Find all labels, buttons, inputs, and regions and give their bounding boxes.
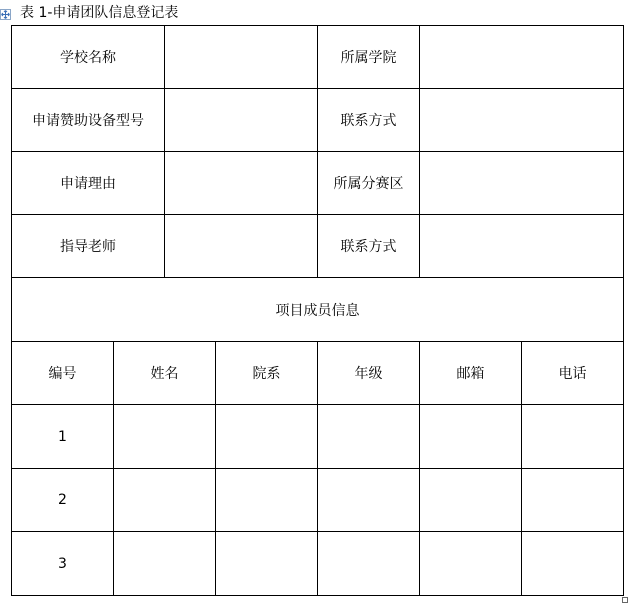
advisor-label: 指导老师 [12, 215, 165, 278]
division-label: 所属分赛区 [318, 152, 420, 215]
school-name-label: 学校名称 [12, 26, 165, 89]
member-name-cell[interactable] [114, 405, 216, 469]
header-number: 编号 [12, 342, 114, 405]
member-phone-cell[interactable] [522, 469, 624, 532]
member-email-cell[interactable] [420, 469, 522, 532]
member-grade-cell[interactable] [318, 469, 420, 532]
member-number: 3 [12, 532, 114, 596]
division-value[interactable] [420, 152, 624, 215]
member-email-cell[interactable] [420, 532, 522, 596]
table-row [12, 405, 624, 469]
device-model-value[interactable] [165, 89, 318, 152]
advisor-value[interactable] [165, 215, 318, 278]
member-number: 1 [12, 405, 114, 469]
table-row [12, 469, 624, 532]
member-name-cell[interactable] [114, 469, 216, 532]
table-row [12, 26, 624, 89]
table-move-handle-icon[interactable] [0, 9, 11, 20]
member-department-cell[interactable] [216, 469, 318, 532]
header-name: 姓名 [114, 342, 216, 405]
members-header-row [12, 342, 624, 405]
table-caption: 表 1-申请团队信息登记表 [20, 5, 179, 21]
header-department: 院系 [216, 342, 318, 405]
contact-value[interactable] [420, 89, 624, 152]
registration-table [11, 25, 624, 596]
table-row [12, 89, 624, 152]
table-row [12, 532, 624, 596]
advisor-contact-value[interactable] [420, 215, 624, 278]
advisor-contact-label: 联系方式 [318, 215, 420, 278]
member-grade-cell[interactable] [318, 405, 420, 469]
table-row [12, 152, 624, 215]
college-label: 所属学院 [318, 26, 420, 89]
member-email-cell[interactable] [420, 405, 522, 469]
member-department-cell[interactable] [216, 405, 318, 469]
table-row [12, 215, 624, 278]
header-grade: 年级 [318, 342, 420, 405]
contact-label: 联系方式 [318, 89, 420, 152]
member-grade-cell[interactable] [318, 532, 420, 596]
college-value[interactable] [420, 26, 624, 89]
table-resize-handle-icon[interactable] [622, 597, 628, 603]
header-email: 邮箱 [420, 342, 522, 405]
member-department-cell[interactable] [216, 532, 318, 596]
reason-value[interactable] [165, 152, 318, 215]
device-model-label: 申请赞助设备型号 [12, 89, 165, 152]
table-row [12, 278, 624, 342]
member-phone-cell[interactable] [522, 405, 624, 469]
members-section-title: 项目成员信息 [12, 278, 624, 342]
reason-label: 申请理由 [12, 152, 165, 215]
member-name-cell[interactable] [114, 532, 216, 596]
header-phone: 电话 [522, 342, 624, 405]
school-name-value[interactable] [165, 26, 318, 89]
member-number: 2 [12, 469, 114, 532]
member-phone-cell[interactable] [522, 532, 624, 596]
